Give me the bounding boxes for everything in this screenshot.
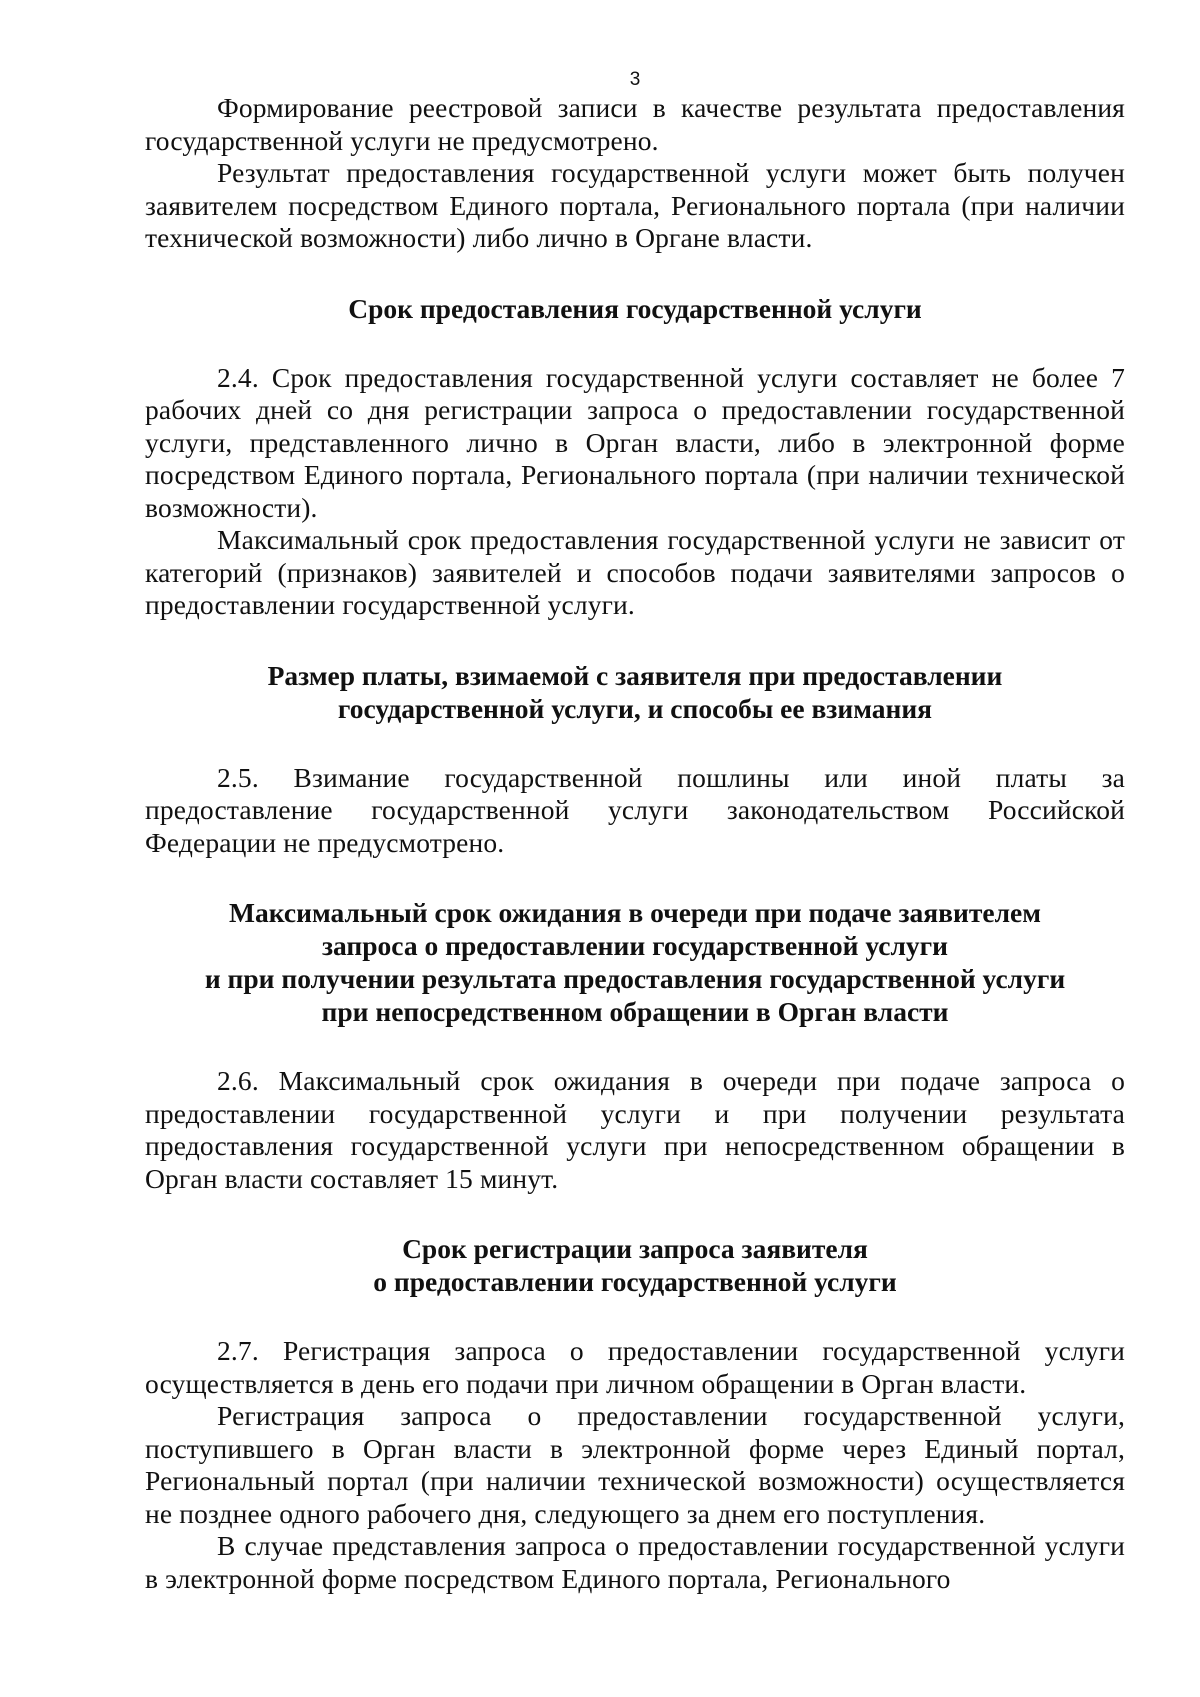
paragraph-registry-record: Формирование реестровой записи в качестве результата предоставления государственной услуги не предусмотрено. (145, 92, 1125, 156)
paragraph-2-5: 2.5. Взимание государственной пошлины или иной платы за предоставление государственной услуги законодательством Российской Федерации не предусмотрено. (145, 761, 1125, 858)
heading-registration-term: Срок регистрации запроса заявителя о предоставлении государственной услуги (373, 1233, 897, 1297)
paragraph-2-6: 2.6. Максимальный срок ожидания в очереди при подаче запроса о предоставлении государственной услуги и при получении результата предоставления государственной услуги при непосредственном обращении в Орган власти составляет 15 минут. (145, 1065, 1125, 1194)
document-page (145, 68, 1125, 1595)
heading-service-term: Срок предоставления государственной услуги (348, 292, 922, 324)
heading-queue-time: Максимальный срок ожидания в очереди при подаче заявителем запроса о предоставлении государственной услуги и при получении результата предоставления государственной услуги при непосредственном обращении в Орган власти (204, 897, 1066, 1027)
page-number: 3 (629, 69, 641, 90)
paragraph-2-4: 2.4. Срок предоставления государственной услуги составляет не более 7 рабочих дней со дня регистрации запроса о предоставлении государственной услуги, представленного лично в Орган власти, либо в электронной форме посредством Единого портала, Регионального портала (при наличии технической возможности). (145, 361, 1125, 523)
heading-fee: Размер платы, взимаемой с заявителя при предоставлении государственной услуги, и способы ее взимания (267, 659, 1003, 724)
paragraph-result-receipt: Результат предоставления государственной услуги может быть получен заявителем посредством Единого портала, Регионального портала (при наличии технической возможности) либо лично в Органе власти. (145, 157, 1125, 253)
paragraph-2-7: 2.7. Регистрация запроса о предоставлении государственной услуги осуществляется в день его подачи при личном обращении в Орган власти. (145, 1335, 1125, 1399)
paragraph-electronic-registration: Регистрация запроса о предоставлении государственной услуги, поступившего в Орган власти в электронной форме через Единый портал, Региональный портал (при наличии технической возможности) осуществляется не позднее одного рабочего дня, следующего за днем его поступления. (145, 1400, 1125, 1529)
paragraph-max-term: Максимальный срок предоставления государственной услуги не зависит от категорий (признаков) заявителей и способов подачи заявителями запросов о предоставлении государственной услуги. (145, 524, 1125, 620)
paragraph-electronic-submission: В случае представления запроса о предоставлении государственной услуги в электронной форме посредством Единого портала, Регионального (145, 1530, 1125, 1594)
